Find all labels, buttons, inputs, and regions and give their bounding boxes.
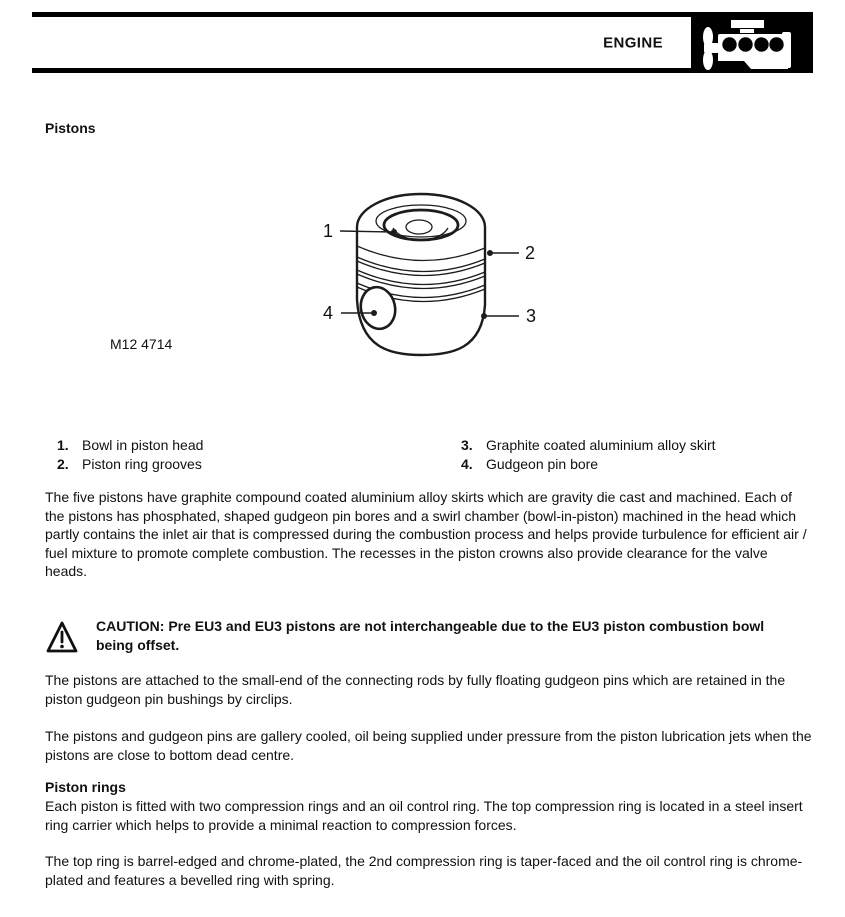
- paragraph-ring-layout: Each piston is fitted with two compression rings and an oil control ring. The top compression ring is located in a steel insert ring carrier which helps to provide a minimal reaction to compression forces.: [45, 798, 803, 833]
- paragraph-gudgeon-pins: The pistons are attached to the small-end of the connecting rods by fully floating gudgeon pins which are retained in the piston gudgeon pin bushings by circlips.: [45, 672, 786, 707]
- legend-item: [57, 455, 437, 474]
- callout-3: 3: [525, 306, 537, 326]
- page-heading: Pistons: [45, 120, 96, 136]
- legend-item: [461, 436, 821, 455]
- figure-legend-left: [57, 436, 437, 473]
- legend-item-label: Bowl in piston head: [82, 437, 204, 453]
- paragraph-ring-types: The top ring is barrel-edged and chrome-plated, the 2nd compression ring is taper-faced and the oil control ring is chrome-plated and features a bevelled ring with spring.: [45, 853, 803, 888]
- piston-rings-heading: Piston rings: [45, 779, 126, 795]
- caution-text: CAUTION: Pre EU3 and EU3 pistons are not interchangeable due to the EU3 piston combustion bowl being offset.: [96, 618, 765, 653]
- callout-4: 4: [322, 303, 334, 323]
- figure-legend-right: [461, 436, 821, 473]
- paragraph-gallery-cooling: The pistons and gudgeon pins are gallery cooled, oil being supplied under pressure from the piston lubrication jets when the pistons are close to bottom dead centre.: [45, 728, 812, 763]
- legend-item-label: Gudgeon pin bore: [486, 455, 599, 472]
- caution-block: [45, 620, 79, 656]
- engine-icon: [691, 12, 813, 73]
- page-header: [32, 12, 813, 73]
- legend-item-number: 2.: [57, 455, 69, 472]
- callout-1: 1: [322, 221, 334, 241]
- callout-2: 2: [524, 243, 536, 263]
- legend-item-label: Graphite coated aluminium alloy skirt: [486, 437, 716, 453]
- header-section-title: ENGINE: [603, 34, 663, 51]
- legend-item-label: Piston ring grooves: [82, 455, 202, 472]
- paragraph-pistons-overview: The five pistons have graphite compound coated aluminium alloy skirts which are gravity die cast and machined. Each of the pistons has phosphated, shaped gudgeon pin bores and a swirl chamber (bowl-in-piston) machined in the head which partly contains the inlet air that is compressed during the combustion process and helps provide turbulence for efficient air / fuel mixture to promote complete combustion. The recesses in the piston crowns also provide clearance for the valve heads.: [45, 489, 807, 580]
- legend-item: [57, 436, 437, 455]
- legend-item-number: 4.: [461, 455, 473, 472]
- legend-item-number: 3.: [461, 437, 473, 453]
- warning-triangle-icon: [45, 620, 79, 656]
- engine-icon-box: [691, 12, 813, 73]
- legend-item: [461, 455, 821, 474]
- figure-caption: M12 4714: [110, 336, 173, 352]
- piston-diagram: [290, 172, 560, 367]
- legend-item-number: 1.: [57, 437, 69, 453]
- piston-figure: [290, 172, 560, 367]
